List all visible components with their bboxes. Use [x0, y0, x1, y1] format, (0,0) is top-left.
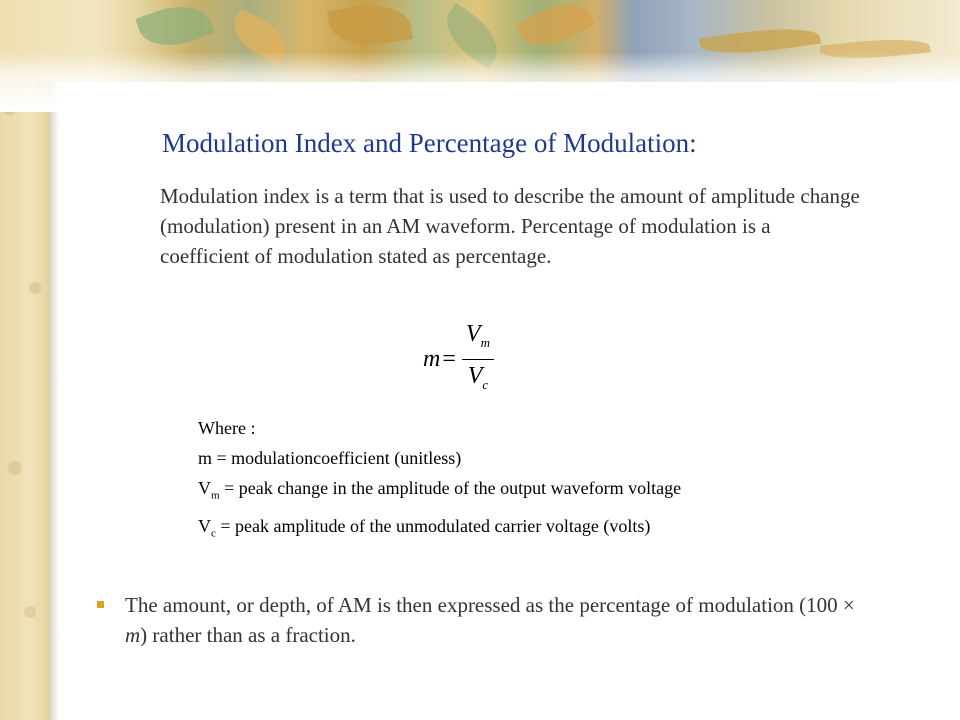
definition-vc: $V_c$ = peak amplitude of the unmodulated carrier voltage (volts) [198, 515, 651, 540]
formula-lhs: m [423, 345, 441, 372]
banner-fade [0, 52, 960, 112]
definition-vm: $V_m$ = peak change in the amplitude of the output waveform voltage [198, 478, 682, 502]
slide-title: Modulation Index and Percentage of Modulation: [162, 128, 697, 158]
bullet-item [97, 590, 877, 650]
leaf-decoration [135, 0, 214, 57]
modulation-index-formula [423, 320, 494, 392]
where-heading: Where : [198, 418, 256, 438]
leaf-decoration [327, 0, 413, 53]
formula-fraction [462, 320, 494, 399]
formula-numerator: $V_m$ [465, 320, 490, 350]
fraction-bar [462, 359, 494, 360]
bullet-text: The amount, or depth, of AM is then expressed as the percentage of modulation (100 × m) rather than as a fraction. [125, 593, 855, 647]
intro-paragraph: Modulation index is a term that is used to describe the amount of amplitude change (modulation) present in an AM waveform. Percentage of modulation is a coefficient of modulation stated as percentage. [160, 184, 860, 268]
formula-denominator: $V_c$ [467, 362, 489, 392]
variable-definitions [198, 413, 818, 548]
square-bullet-icon [97, 601, 104, 608]
formula-equals: = [442, 345, 456, 372]
definition-m: m = modulationcoefficient (unitless) [198, 448, 462, 468]
leaf-decoration [515, 0, 595, 59]
